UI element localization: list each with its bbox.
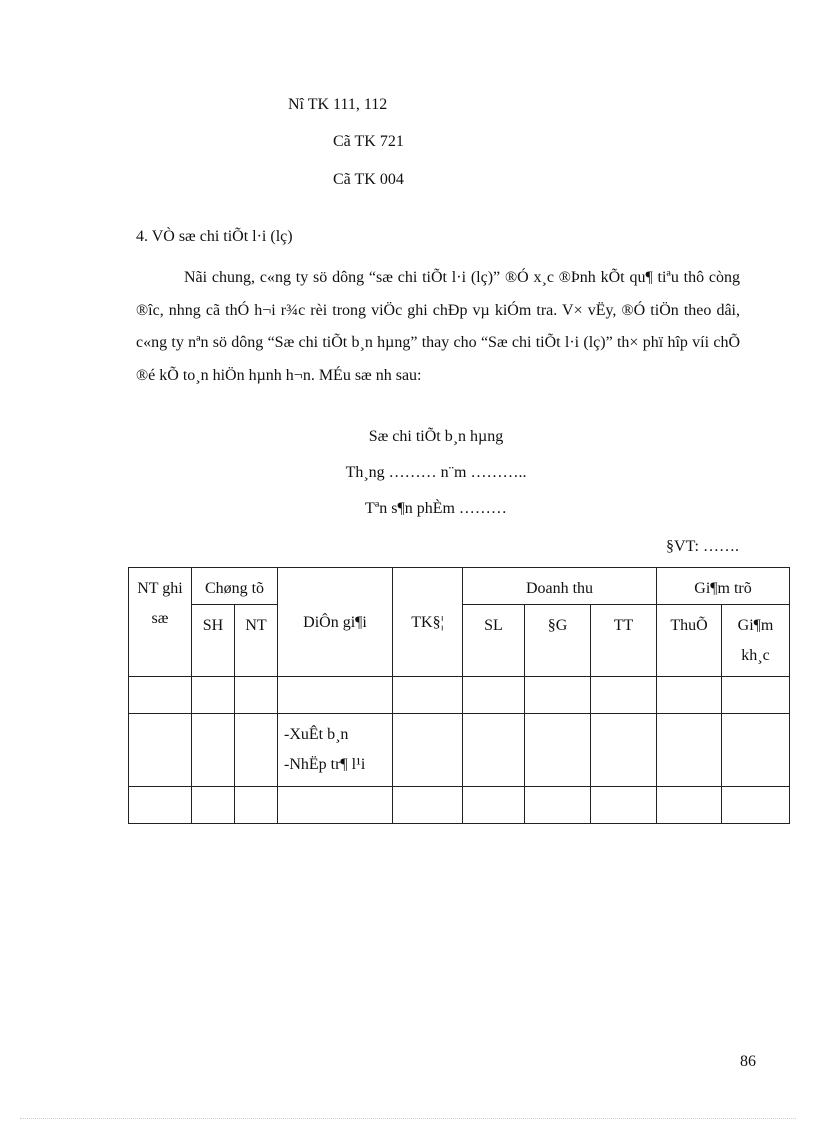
form-period: Th¸ng ……… n¨m ……….. bbox=[345, 464, 527, 481]
header-deduction: Gi¶m trõ bbox=[657, 568, 790, 605]
form-unit: §VT: ……. bbox=[666, 538, 739, 555]
header-revenue: Doanh thu bbox=[463, 568, 657, 605]
table-row bbox=[129, 714, 790, 787]
header-quantity: SL bbox=[463, 605, 525, 677]
footer-divider bbox=[20, 1118, 796, 1119]
desc-sale: -XuÊt b¸n bbox=[284, 726, 349, 743]
section-paragraph: Nãi chung, c«ng ty sö dông “sæ chi tiÕt l·i (lç)” ®Ó x¸c ®Þnh kÕt qu¶ tiªu thô còng ®îc, nhng cã thÓ h¬i r¾c rèi trong viÖc ghi chÐp vµ kiÓm tra. V× vËy, ®Ó tiÖn theo dâi, c«ng ty nªn sö dông “Sæ chi tiÕt b¸n hµng” thay cho “Sæ chi tiÕt l·i (lç)” th× phï hîp víi chÕ ®é kÕ to¸n hiÖn hµnh h¬n. MÉu sæ nh sau: bbox=[136, 269, 740, 384]
table-row bbox=[129, 787, 790, 824]
header-tax: ThuÕ bbox=[657, 605, 722, 677]
page-number: 86 bbox=[740, 1053, 756, 1070]
desc-return: -NhËp tr¶ l¹i bbox=[284, 756, 366, 773]
header-unit-price: §G bbox=[525, 605, 591, 677]
form-title: Sæ chi tiÕt b¸n hµng bbox=[368, 428, 504, 445]
header-description: DiÔn gi¶i bbox=[278, 568, 393, 677]
header-voucher-number: SH bbox=[192, 605, 235, 677]
journal-entry-credit-004: Cã TK 004 bbox=[333, 171, 404, 188]
header-other-deduction: Gi¶m kh¸c bbox=[722, 605, 790, 677]
header-account: TK§¦ bbox=[393, 568, 463, 677]
section-heading: 4. VÒ sæ chi tiÕt l·i (lç) bbox=[136, 228, 293, 245]
header-voucher: Chøng tõ bbox=[192, 568, 278, 605]
sales-ledger-table bbox=[128, 567, 790, 824]
journal-entry-debit: Nî TK 111, 112 bbox=[288, 96, 388, 113]
journal-entry-credit-721: Cã TK 721 bbox=[333, 133, 404, 150]
row-description bbox=[278, 714, 393, 787]
header-date: NT ghi sæ bbox=[129, 568, 192, 677]
header-voucher-date: NT bbox=[235, 605, 278, 677]
table-row bbox=[129, 677, 790, 714]
header-amount: TT bbox=[591, 605, 657, 677]
form-product: Tªn s¶n phÈm ……… bbox=[365, 500, 507, 517]
